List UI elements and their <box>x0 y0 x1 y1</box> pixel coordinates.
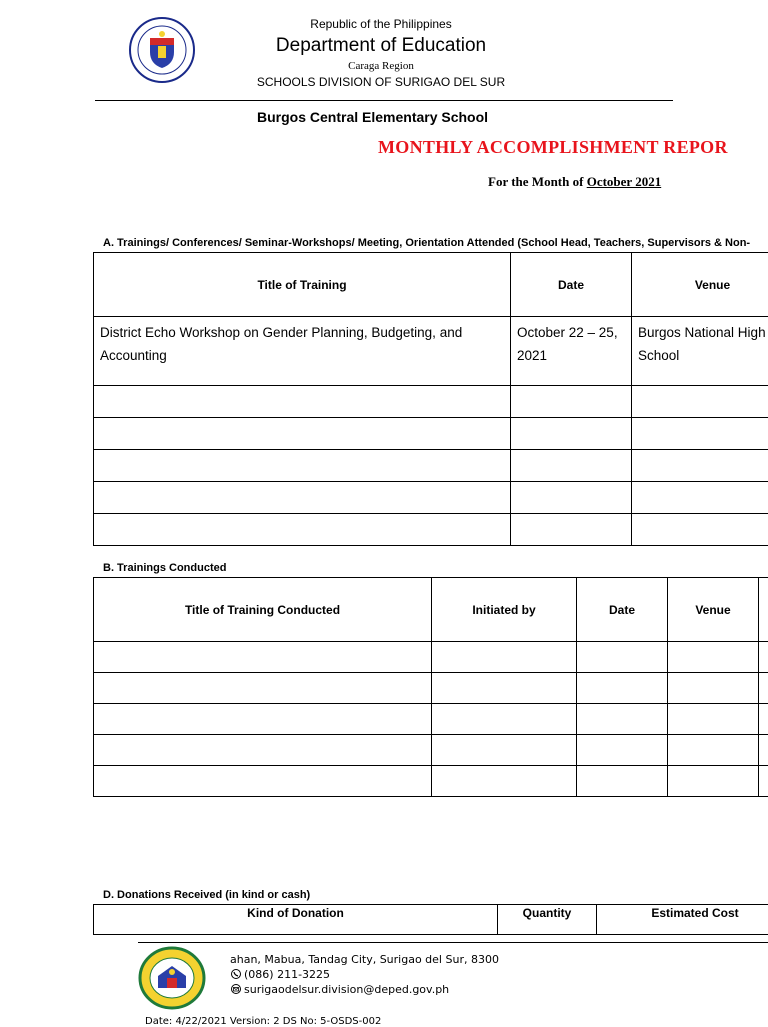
division-heading: SCHOOLS DIVISION OF SURIGAO DEL SUR <box>230 75 532 89</box>
empty-cell[interactable] <box>94 642 432 673</box>
division-logo-icon <box>138 946 206 1010</box>
empty-cell[interactable] <box>94 704 432 735</box>
table-row <box>94 704 768 735</box>
deped-seal-icon <box>128 16 196 84</box>
column-header: Date <box>577 578 668 642</box>
empty-cell[interactable] <box>632 418 768 450</box>
empty-cell[interactable] <box>577 642 668 673</box>
document-info: Date: 4/22/2021 Version: 2 DS No: 5-OSDS-002 <box>145 1016 381 1027</box>
section-b-label: B. Trainings Conducted <box>103 562 226 574</box>
empty-cell[interactable] <box>94 482 511 514</box>
column-header: Kind of Donation <box>94 905 498 935</box>
table-row <box>94 482 768 514</box>
empty-cell[interactable] <box>432 766 577 797</box>
empty-cell[interactable] <box>94 514 511 546</box>
table-row <box>94 735 768 766</box>
empty-cell[interactable] <box>511 482 632 514</box>
empty-cell[interactable] <box>759 735 768 766</box>
empty-cell[interactable] <box>632 450 768 482</box>
footer-divider <box>138 942 768 943</box>
trainings-attended-table <box>93 252 768 546</box>
empty-cell[interactable] <box>94 450 511 482</box>
empty-cell[interactable] <box>668 642 759 673</box>
empty-cell[interactable] <box>511 514 632 546</box>
column-header: Estimated Cost <box>597 905 768 935</box>
table-row <box>94 642 768 673</box>
region-heading: Caraga Region <box>230 60 532 72</box>
empty-cell[interactable] <box>759 673 768 704</box>
email-address[interactable]: surigaodelsur.division@deped.gov.ph <box>244 983 449 996</box>
table-row <box>94 766 768 797</box>
empty-cell[interactable] <box>432 673 577 704</box>
column-header-empty <box>759 578 768 642</box>
header-divider <box>95 100 673 101</box>
table-row <box>94 418 768 450</box>
column-header: Title of Training Conducted <box>94 578 432 642</box>
column-header: Venue <box>632 253 768 317</box>
empty-cell[interactable] <box>759 766 768 797</box>
table-header-row <box>94 253 768 317</box>
department-heading: Department of Education <box>230 35 532 57</box>
table-row <box>94 317 768 386</box>
phone-number: (086) 211-3225 <box>244 968 330 981</box>
email-icon <box>231 984 241 994</box>
month-prefix: For the Month of <box>488 174 587 189</box>
footer-phone <box>231 968 330 981</box>
empty-cell[interactable] <box>94 418 511 450</box>
empty-cell[interactable] <box>759 642 768 673</box>
empty-cell[interactable] <box>632 386 768 418</box>
footer-email <box>231 983 449 996</box>
column-header: Quantity <box>498 905 597 935</box>
footer-address: ahan, Mabua, Tandag City, Surigao del Sur, 8300 <box>230 953 499 966</box>
empty-cell[interactable] <box>511 386 632 418</box>
empty-cell[interactable] <box>94 735 432 766</box>
empty-cell[interactable] <box>577 704 668 735</box>
column-header: Venue <box>668 578 759 642</box>
report-title: MONTHLY ACCOMPLISHMENT REPOR <box>378 137 728 158</box>
school-name: Burgos Central Elementary School <box>257 109 488 125</box>
empty-cell[interactable] <box>577 735 668 766</box>
empty-cell[interactable] <box>432 704 577 735</box>
table-row <box>94 386 768 418</box>
empty-cell[interactable] <box>94 766 432 797</box>
empty-cell[interactable] <box>94 386 511 418</box>
empty-cell[interactable] <box>94 673 432 704</box>
table-header-row <box>94 578 768 642</box>
training-date-cell: October 22 – 25, 2021 <box>511 317 632 386</box>
table-row <box>94 514 768 546</box>
empty-cell[interactable] <box>668 673 759 704</box>
report-month-line <box>488 174 661 190</box>
empty-cell[interactable] <box>759 704 768 735</box>
empty-cell[interactable] <box>668 704 759 735</box>
empty-cell[interactable] <box>511 450 632 482</box>
column-header: Date <box>511 253 632 317</box>
empty-cell[interactable] <box>432 735 577 766</box>
column-header: Initiated by <box>432 578 577 642</box>
empty-cell[interactable] <box>511 418 632 450</box>
trainings-conducted-table <box>93 577 768 797</box>
empty-cell[interactable] <box>577 766 668 797</box>
empty-cell[interactable] <box>432 642 577 673</box>
empty-cell[interactable] <box>632 514 768 546</box>
empty-cell[interactable] <box>577 673 668 704</box>
training-title-cell: District Echo Workshop on Gender Planning, Budgeting, and Accounting <box>94 317 511 386</box>
republic-heading: Republic of the Philippines <box>250 17 512 31</box>
training-venue-cell: Burgos National High School <box>632 317 768 386</box>
empty-cell[interactable] <box>632 482 768 514</box>
table-header-row <box>94 905 768 935</box>
column-header: Title of Training <box>94 253 511 317</box>
table-row <box>94 450 768 482</box>
section-a-label: A. Trainings/ Conferences/ Seminar-Workshops/ Meeting, Orientation Attended (School Head, Teachers, Supervisors & Non- <box>103 237 750 249</box>
phone-icon <box>231 969 241 979</box>
empty-cell[interactable] <box>668 735 759 766</box>
month-value: October 2021 <box>587 174 662 189</box>
donations-table <box>93 904 768 935</box>
empty-cell[interactable] <box>668 766 759 797</box>
table-row <box>94 673 768 704</box>
section-d-label: D. Donations Received (in kind or cash) <box>103 889 310 901</box>
